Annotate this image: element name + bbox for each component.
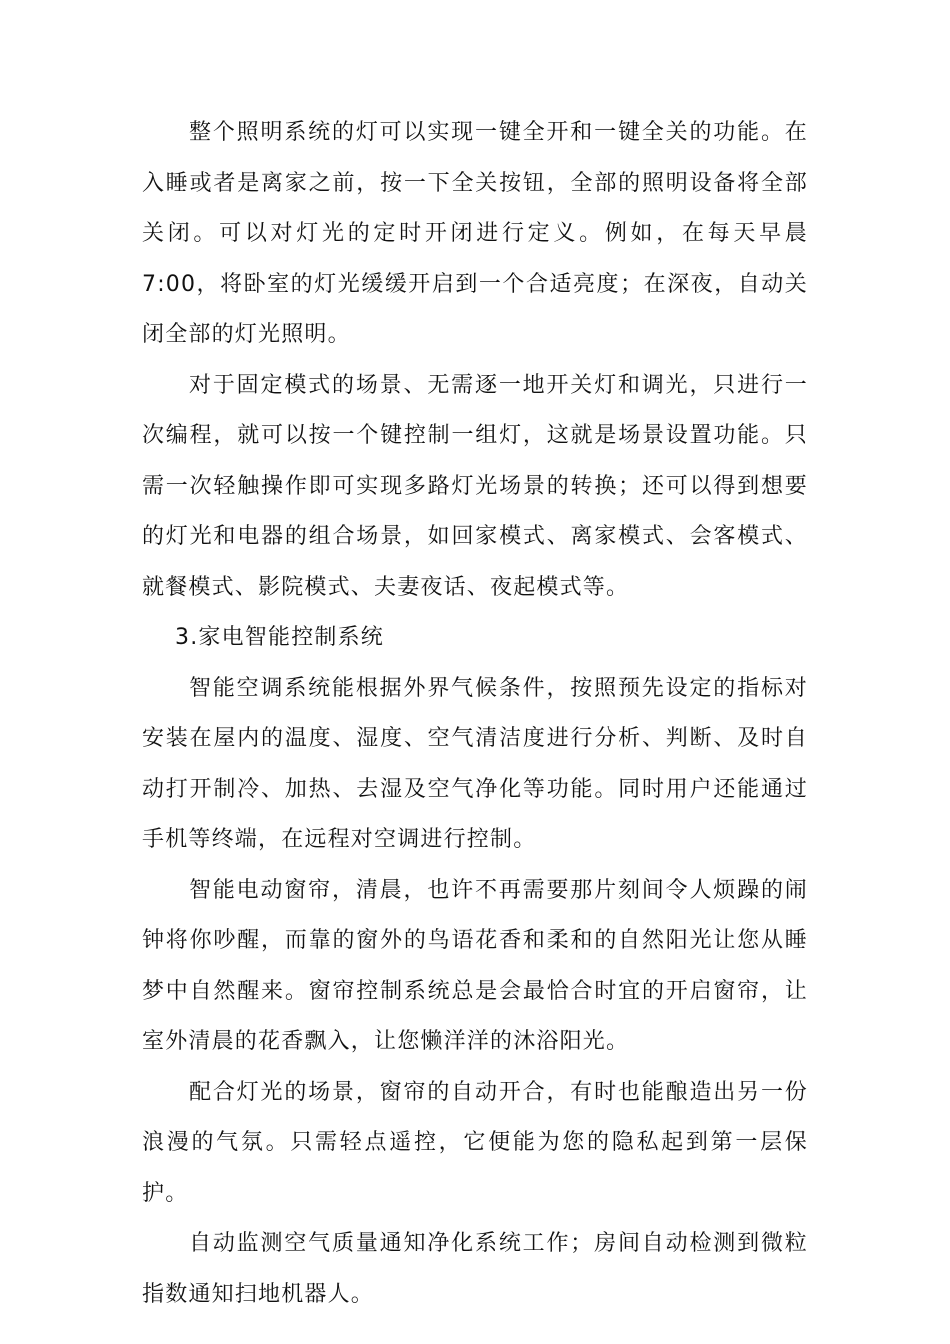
paragraph-air-quality: 自动监测空气质量通知净化系统工作；房间自动检测到微粒指数通知扫地机器人。 <box>142 1231 808 1307</box>
document-body <box>142 108 808 1320</box>
paragraph-smart-curtain: 智能电动窗帘，清晨，也许不再需要那片刻间令人烦躁的闹钟将你吵醒，而靠的窗外的鸟语花香和柔和的自然阳光让您从睡梦中自然醒来。窗帘控制系统总是会最恰合时宜的开启窗帘，让室外清晨的花香飘入，让您懒洋洋的沐浴阳光。 <box>142 877 808 1054</box>
paragraph-lighting-control: 整个照明系统的灯可以实现一键全开和一键全关的功能。在入睡或者是离家之前，按一下全关按钮，全部的照明设备将全部关闭。可以对灯光的定时开闭进行定义。例如，在每天早晨7:00，将卧室的灯光缓缓开启到一个合适亮度；在深夜，自动关闭全部的灯光照明。 <box>142 120 808 347</box>
paragraph-curtain-scene: 配合灯光的场景，窗帘的自动开合，有时也能酿造出另一份浪漫的气氛。只需轻点遥控，它便能为您的隐私起到第一层保护。 <box>142 1079 808 1206</box>
section-heading: 3.家电智能控制系统 <box>175 625 384 650</box>
paragraph-scene-setting: 对于固定模式的场景、无需逐一地开关灯和调光，只进行一次编程，就可以按一个键控制一组灯，这就是场景设置功能。只需一次轻触操作即可实现多路灯光场景的转换；还可以得到想要的灯光和电器的组合场景，如回家模式、离家模式、会客模式、就餐模式、影院模式、夫妻夜话、夜起模式等。 <box>142 372 808 600</box>
paragraph-smart-ac: 智能空调系统能根据外界气候条件，按照预先设定的指标对安装在屋内的温度、湿度、空气清洁度进行分析、判断、及时自动打开制冷、加热、去湿及空气净化等功能。同时用户还能通过手机等终端，在远程对空调进行控制。 <box>142 675 808 852</box>
